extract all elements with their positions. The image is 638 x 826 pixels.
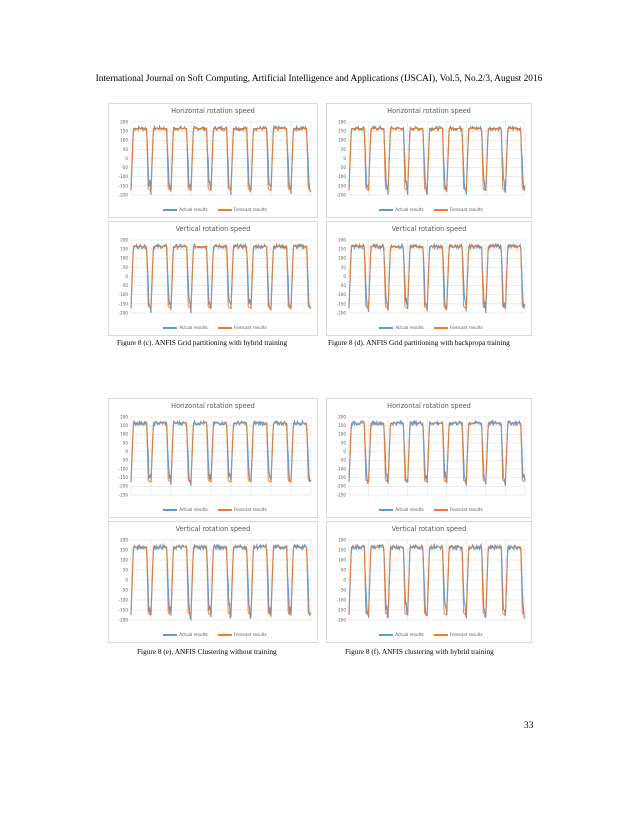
legend-forecast-label: Forecast results <box>233 325 267 330</box>
y-tick-label: 200 <box>338 237 346 243</box>
legend-swatch-forecast <box>218 634 232 636</box>
y-tick-label: 0 <box>343 577 346 583</box>
y-tick-label: -100 <box>118 466 128 472</box>
y-tick-label: 200 <box>338 119 346 125</box>
y-tick-label: 0 <box>343 449 346 455</box>
legend-swatch-actual <box>379 327 393 329</box>
legend-forecast-label: Forecast results <box>449 325 483 330</box>
series-actual-line <box>131 244 311 313</box>
y-tick-label: -250 <box>336 492 346 498</box>
y-tick-label: -200 <box>336 192 346 198</box>
chart-legend <box>327 632 531 637</box>
y-tick-label: -50 <box>339 457 346 463</box>
legend-actual-label: Actual results <box>395 632 424 637</box>
y-tick-label: 100 <box>338 137 346 143</box>
chart-panel-e-horizontal <box>108 398 318 518</box>
legend-actual-label: Actual results <box>395 207 424 212</box>
y-tick-label: 50 <box>340 146 346 152</box>
chart-title: Horizontal rotation speed <box>171 107 255 115</box>
chart-title: Horizontal rotation speed <box>387 107 471 115</box>
y-tick-label: 50 <box>122 440 128 446</box>
y-tick-label: 100 <box>338 557 346 563</box>
y-tick-label: 200 <box>120 537 128 543</box>
y-tick-label: 150 <box>120 547 128 553</box>
legend-actual-label: Actual results <box>395 325 424 330</box>
line-chart <box>109 104 319 219</box>
chart-title: Vertical rotation speed <box>175 525 251 533</box>
y-tick-label: -200 <box>336 617 346 623</box>
series-actual-line <box>131 421 311 485</box>
y-tick-label: -150 <box>118 607 128 613</box>
series-forecast-line <box>349 246 525 308</box>
series-actual-line <box>349 244 525 313</box>
legend-swatch-actual <box>379 634 393 636</box>
legend-swatch-actual <box>163 509 177 511</box>
y-tick-label: -150 <box>118 301 128 307</box>
y-tick-label: -100 <box>336 466 346 472</box>
y-tick-label: -50 <box>339 283 346 289</box>
y-tick-label: 150 <box>338 547 346 553</box>
chart-legend <box>109 325 317 330</box>
line-chart <box>109 522 319 644</box>
legend-actual-label: Actual results <box>179 325 208 330</box>
legend-swatch-actual <box>163 209 177 211</box>
y-tick-label: -200 <box>336 483 346 489</box>
y-tick-label: -150 <box>336 607 346 613</box>
legend-forecast-label: Forecast results <box>449 207 483 212</box>
y-tick-label: -50 <box>121 457 128 463</box>
y-tick-label: 150 <box>120 128 128 134</box>
line-chart <box>327 104 533 219</box>
series-forecast-line <box>131 423 311 482</box>
y-tick-label: 100 <box>120 137 128 143</box>
chart-legend <box>109 632 317 637</box>
legend-swatch-actual <box>379 209 393 211</box>
chart-legend <box>327 507 531 512</box>
chart-title: Horizontal rotation speed <box>171 402 255 410</box>
series-forecast-line <box>131 547 311 615</box>
caption-figure-8c: Figure 8 (c). ANFIS Grid partitioning with hybrid training <box>117 338 288 347</box>
chart-panel-d-vertical <box>326 221 532 336</box>
y-tick-label: -150 <box>118 475 128 481</box>
legend-forecast-label: Forecast results <box>233 207 267 212</box>
caption-figure-8d: Figure 8 (d). ANFIS Grid partitioning with backpropa training <box>328 338 510 347</box>
legend-swatch-forecast <box>218 209 232 211</box>
y-tick-label: -150 <box>118 183 128 189</box>
y-tick-label: 0 <box>125 273 128 279</box>
legend-swatch-forecast <box>218 327 232 329</box>
legend-forecast-label: Forecast results <box>233 507 267 512</box>
chart-title: Vertical rotation speed <box>391 525 467 533</box>
y-tick-label: 200 <box>120 119 128 125</box>
caption-figure-8f: Figure 8 (f). ANFIS clustering with hybrid training <box>345 647 494 656</box>
y-tick-label: -100 <box>336 292 346 298</box>
chart-panel-c-horizontal <box>108 103 318 218</box>
chart-legend <box>327 207 531 212</box>
series-actual-line <box>349 421 525 486</box>
y-tick-label: 0 <box>343 273 346 279</box>
legend-swatch-actual <box>379 509 393 511</box>
y-tick-label: 0 <box>343 155 346 161</box>
y-tick-label: 50 <box>340 567 346 573</box>
series-forecast-line <box>349 423 525 482</box>
y-tick-label: 150 <box>120 423 128 429</box>
y-tick-label: 200 <box>120 414 128 420</box>
series-actual-line <box>131 126 311 195</box>
y-tick-label: 50 <box>340 264 346 270</box>
legend-forecast-label: Forecast results <box>233 632 267 637</box>
legend-actual-label: Actual results <box>179 507 208 512</box>
y-tick-label: 150 <box>120 246 128 252</box>
y-tick-label: 100 <box>338 431 346 437</box>
y-tick-label: 200 <box>338 414 346 420</box>
series-forecast-line <box>349 128 525 190</box>
y-tick-label: 100 <box>338 255 346 261</box>
y-tick-label: -100 <box>336 174 346 180</box>
legend-forecast-label: Forecast results <box>449 507 483 512</box>
y-tick-label: -100 <box>118 174 128 180</box>
series-forecast-line <box>349 547 525 615</box>
y-tick-label: 0 <box>125 577 128 583</box>
y-tick-label: -150 <box>336 301 346 307</box>
legend-swatch-forecast <box>434 327 448 329</box>
chart-title: Horizontal rotation speed <box>387 402 471 410</box>
y-tick-label: 50 <box>122 567 128 573</box>
legend-swatch-actual <box>163 634 177 636</box>
y-tick-label: 50 <box>122 146 128 152</box>
series-actual-line <box>349 545 525 618</box>
y-tick-label: -200 <box>118 310 128 316</box>
y-tick-label: -50 <box>339 587 346 593</box>
chart-panel-c-vertical <box>108 221 318 336</box>
y-tick-label: -150 <box>336 183 346 189</box>
y-tick-label: 0 <box>125 155 128 161</box>
line-chart <box>327 399 533 519</box>
y-tick-label: 50 <box>122 264 128 270</box>
y-tick-label: 0 <box>125 449 128 455</box>
y-tick-label: 150 <box>338 246 346 252</box>
y-tick-label: -50 <box>121 165 128 171</box>
caption-figure-8e: Figure 8 (e). ANFIS Clustering without training <box>137 647 277 656</box>
line-chart <box>109 222 319 337</box>
series-forecast-line <box>131 128 311 190</box>
y-tick-label: 150 <box>338 128 346 134</box>
line-chart <box>327 522 533 644</box>
chart-title: Vertical rotation speed <box>175 225 251 233</box>
legend-forecast-label: Forecast results <box>449 632 483 637</box>
y-tick-label: -200 <box>118 483 128 489</box>
y-tick-label: 100 <box>120 557 128 563</box>
chart-title: Vertical rotation speed <box>391 225 467 233</box>
chart-panel-e-vertical <box>108 521 318 643</box>
y-tick-label: 200 <box>120 237 128 243</box>
chart-panel-f-vertical <box>326 521 532 643</box>
y-tick-label: -200 <box>118 617 128 623</box>
y-tick-label: -200 <box>118 192 128 198</box>
legend-actual-label: Actual results <box>179 207 208 212</box>
line-chart <box>109 399 319 519</box>
page-number: 33 <box>524 721 534 731</box>
chart-legend <box>327 325 531 330</box>
chart-panel-d-horizontal <box>326 103 532 218</box>
series-actual-line <box>349 126 525 195</box>
y-tick-label: -250 <box>118 492 128 498</box>
y-tick-label: 100 <box>120 255 128 261</box>
y-tick-label: -50 <box>121 283 128 289</box>
chart-legend <box>109 507 317 512</box>
y-tick-label: -100 <box>118 292 128 298</box>
legend-swatch-actual <box>163 327 177 329</box>
y-tick-label: 100 <box>120 431 128 437</box>
legend-swatch-forecast <box>434 209 448 211</box>
chart-panel-f-horizontal <box>326 398 532 518</box>
y-tick-label: -150 <box>336 475 346 481</box>
legend-actual-label: Actual results <box>179 632 208 637</box>
journal-header: International Journal on Soft Computing, Artificial Intelligence and Applications (IJSCAI), Vol.5, No.2/3, August 2016 <box>95 74 543 84</box>
y-tick-label: -50 <box>121 587 128 593</box>
y-tick-label: 150 <box>338 423 346 429</box>
series-forecast-line <box>131 246 311 308</box>
legend-actual-label: Actual results <box>395 507 424 512</box>
y-tick-label: 200 <box>338 537 346 543</box>
y-tick-label: -100 <box>118 597 128 603</box>
series-actual-line <box>131 545 311 619</box>
legend-swatch-forecast <box>218 509 232 511</box>
y-tick-label: -200 <box>336 310 346 316</box>
chart-legend <box>109 207 317 212</box>
y-tick-label: -100 <box>336 597 346 603</box>
legend-swatch-forecast <box>434 509 448 511</box>
line-chart <box>327 222 533 337</box>
legend-swatch-forecast <box>434 634 448 636</box>
y-tick-label: -50 <box>339 165 346 171</box>
y-tick-label: 50 <box>340 440 346 446</box>
